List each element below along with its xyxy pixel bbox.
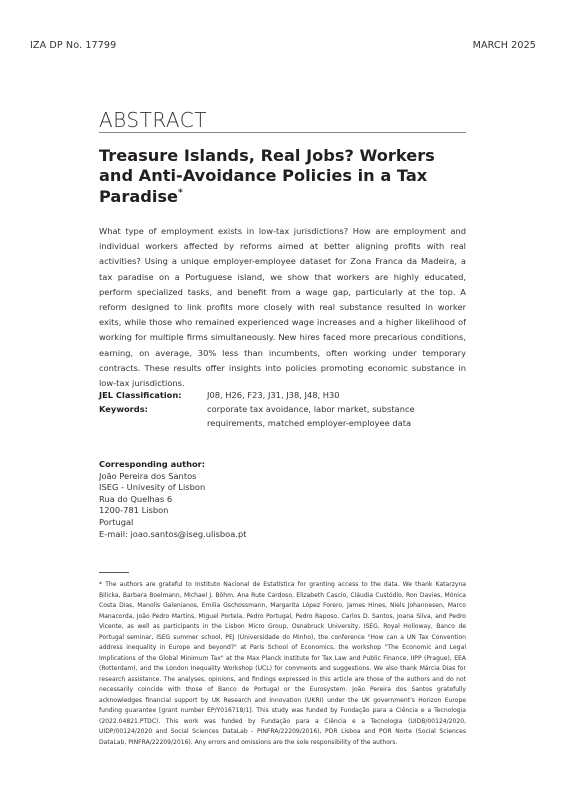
author-email[interactable]: E-mail: joao.santos@iseg.ulisboa.pt	[99, 528, 247, 539]
jel-label: JEL Classification:	[99, 390, 182, 400]
abstract-paragraph: What type of employment exists in low-tax jurisdictions? How are employment and individual workers affected by reforms aimed at better aligning profits with real activities? Using a unique employer-employee dataset for Zona Franca da Madeira, a tax paradise on a Portuguese island, we show that workers are highly educated, perform specialized tasks, and benefit from a wage gap, particularly at the top. A reform designed to link profits more closely with real substance resulted in worker exits, while those who remained experienced wage increases and a higher likelihood of working for multiple firms simultaneously. New hires faced more precarious conditions, earning, on average, 30% less than incumbents, often working under temporary contracts. These results offer insights into policies promoting economic substance in low-tax jurisdictions.	[99, 226, 466, 389]
report-number: IZA DP No. 17799	[30, 40, 117, 51]
paper-title	[99, 146, 466, 207]
keywords-label: Keywords:	[99, 404, 148, 414]
title-footnote-mark[interactable]: *	[178, 187, 183, 198]
footnote-divider	[99, 572, 129, 573]
report-date: MARCH 2025	[472, 40, 536, 51]
author-institution: ISEG - Univesity of Lisbon	[99, 482, 206, 493]
author-name: João Pereira dos Santos	[99, 470, 197, 481]
corresponding-author-label: Corresponding author:	[99, 459, 206, 469]
jel-codes: J08, H26, F23, J31, J38, J48, H30	[207, 390, 340, 400]
footnote-text: * The authors are grateful to Instituto Nacional de Estatística for granting access to the data. We thank Katarzyna Bilicka, Barbara Boelmann, Michael J. Böhm, Ana Rute Cardoso, Elizabeth Cascio, Cláudia Custódio, Ron Davies, Mónica Costa Dias, Manolis Galenianos, Emilia Gschossmann, Margarita López Forero, James Hines, Niels Johannesen, Marco Manacorda, João Pedro Martins, Miguel Portela, Pedro Portugal, Pedro Raposo, Carlos D. Santos, Joana Silva, and Pedro Vicente, as well as participants in the Lisbon Micro Group, Osnabruck University, ISEG, Royal Holloway, Banco de Portugal seminar, ISEG summer school, PEJ (Universidade do Minho), the conference "How can a UN Tax Convention address inequality in Europe and beyond?" at Paris School of Economics, the workshop "The Economic and Legal Implications of the Global Minimum Tax" at the Max Planck Institute for Tax Law and Public Finance, IIPP (Prague), EEA (Rotterdam), and the London Inequality Workshop (UCL) for comments and suggestions. We also thank Márcia Dias for research assistance. The analyses, opinions, and findings expressed in this article are those of the authors and do not necessarily coincide with those of Banco de Portugal or the Eurosystem. João Pereira dos Santos gratefully acknowledges financial support by UK Research and Innovation (UKRI) under the UK government's Horizon Europe funding guarantee [grant number EP/Y016718/1]. This study was funded by Fundação para a Ciência e a Tecnologia (2022.04821.PTDC). This work was funded by Fundação para a Ciência e a Tecnologia (UIDB/00124/2020, UIDP/00124/2020 and Social Sciences DataLab - PINFRA/22209/2016), PDR Lisboa and POR Norte (Social Sciences DataLab, PINFRA/22209/2016). Any errors and omissions are the sole responsibility of the authors.	[99, 581, 466, 746]
acknowledgements-footnote	[99, 580, 466, 748]
abstract-body	[99, 224, 466, 391]
paper-title-text: Treasure Islands, Real Jobs? Workers and Anti-Avoidance Policies in a Tax Paradise	[99, 146, 435, 206]
author-country: Portugal	[99, 516, 134, 527]
author-city: 1200-781 Lisbon	[99, 505, 169, 516]
keywords-value: corporate tax avoidance, labor market, substance requirements, matched employer-employee data	[207, 404, 415, 428]
author-street: Rua do Quelhas 6	[99, 493, 173, 504]
heading-divider	[99, 132, 466, 133]
abstract-heading: ABSTRACT	[99, 108, 207, 132]
corresponding-author-block	[99, 459, 466, 540]
